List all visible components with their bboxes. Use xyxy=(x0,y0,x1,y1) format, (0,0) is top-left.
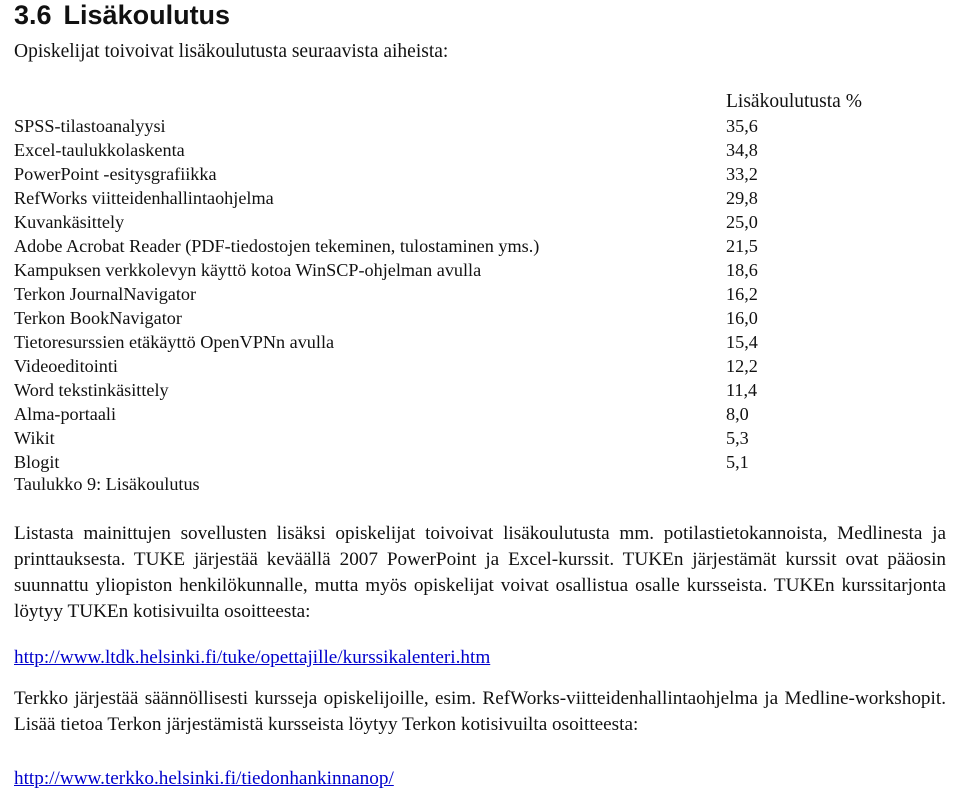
row-label: RefWorks viitteidenhallintaohjelma xyxy=(14,188,274,208)
table-row xyxy=(14,378,894,402)
row-label: Excel-taulukkolaskenta xyxy=(14,140,185,160)
table-row xyxy=(14,186,894,210)
table-row xyxy=(14,402,894,426)
table-row xyxy=(14,354,894,378)
row-value: 35,6 xyxy=(726,116,758,136)
row-label: PowerPoint -esitysgrafiikka xyxy=(14,164,217,184)
row-label: Videoeditointi xyxy=(14,356,118,376)
terkko-homepage-link[interactable]: http://www.terkko.helsinki.fi/tiedonhankinnanop/ xyxy=(14,768,394,789)
table-row xyxy=(14,114,894,138)
table-row xyxy=(14,234,894,258)
table-row xyxy=(14,138,894,162)
row-value: 33,2 xyxy=(726,164,758,184)
row-label: Kuvankäsittely xyxy=(14,212,125,232)
table-row xyxy=(14,330,894,354)
row-label: Tietoresurssien etäkäyttö OpenVPNn avulla xyxy=(14,332,335,352)
table-header xyxy=(14,90,894,114)
row-value: 11,4 xyxy=(726,380,758,400)
row-label: Terkon BookNavigator xyxy=(14,308,182,328)
row-label: Alma-portaali xyxy=(14,404,117,424)
table-row xyxy=(14,306,894,330)
body-paragraph-terkko: Terkko järjestää säännöllisesti kursseja opiskelijoille, esim. RefWorks-viitteidenhallintaohjelma ja Medline-workshopit. Lisää tietoa Terkon järjestämistä kursseista löytyy Terkon kotisivuilta osoitteesta: xyxy=(14,688,946,735)
row-label: Adobe Acrobat Reader (PDF-tiedostojen tekeminen, tulostaminen yms.) xyxy=(14,236,540,256)
row-label: SPSS-tilastoanalyysi xyxy=(14,116,166,136)
section-number: 3.6 xyxy=(14,0,52,30)
row-value: 5,3 xyxy=(726,428,749,448)
row-label: Terkon JournalNavigator xyxy=(14,284,197,304)
row-label: Wikit xyxy=(14,428,55,448)
row-value: 5,1 xyxy=(726,452,749,472)
row-value: 34,8 xyxy=(726,140,758,160)
section-heading xyxy=(14,0,230,30)
row-label: Blogit xyxy=(14,452,60,472)
row-value: 15,4 xyxy=(726,332,758,352)
table-row xyxy=(14,258,894,282)
table-row xyxy=(14,162,894,186)
table-row xyxy=(14,426,894,450)
tuke-course-calendar-link[interactable]: http://www.ltdk.helsinki.fi/tuke/opettajille/kurssikalenteri.htm xyxy=(14,647,491,668)
table-caption: Taulukko 9: Lisäkoulutus xyxy=(14,474,200,494)
row-value: 25,0 xyxy=(726,212,758,232)
section-title: Lisäkoulutus xyxy=(63,0,231,30)
row-label: Word tekstinkäsittely xyxy=(14,380,169,400)
row-value: 16,0 xyxy=(726,308,758,328)
table-row xyxy=(14,210,894,234)
row-value: 21,5 xyxy=(726,236,758,256)
row-value: 8,0 xyxy=(726,404,749,424)
row-value: 29,8 xyxy=(726,188,758,208)
column-header-percent: Lisäkoulutusta % xyxy=(726,91,862,112)
table-row xyxy=(14,450,894,474)
row-value: 12,2 xyxy=(726,356,758,376)
body-paragraph-tuke: Listasta mainittujen sovellusten lisäksi opiskelijat toivoivat lisäkoulutusta mm. potilastietokannoista, Medlinesta ja printtauksesta. TUKE järjestää keväällä 2007 PowerPoint ja Excel-kurssit. TUKEn järjestämät kurssit ovat pääosin suunnattu yliopiston henkilökunnalle, mutta myös opiskelijat voivat osallistua osalle kursseista. TUKEn kurssitarjonta löytyy TUKEn kotisivuilta osoitteesta: xyxy=(14,523,946,622)
row-value: 16,2 xyxy=(726,284,758,304)
row-label: Kampuksen verkkolevyn käyttö kotoa WinSCP-ohjelman avulla xyxy=(14,260,482,280)
training-table xyxy=(14,90,894,474)
intro-text: Opiskelijat toivoivat lisäkoulutusta seuraavista aiheista: xyxy=(14,41,449,62)
table-row xyxy=(14,282,894,306)
row-value: 18,6 xyxy=(726,260,758,280)
